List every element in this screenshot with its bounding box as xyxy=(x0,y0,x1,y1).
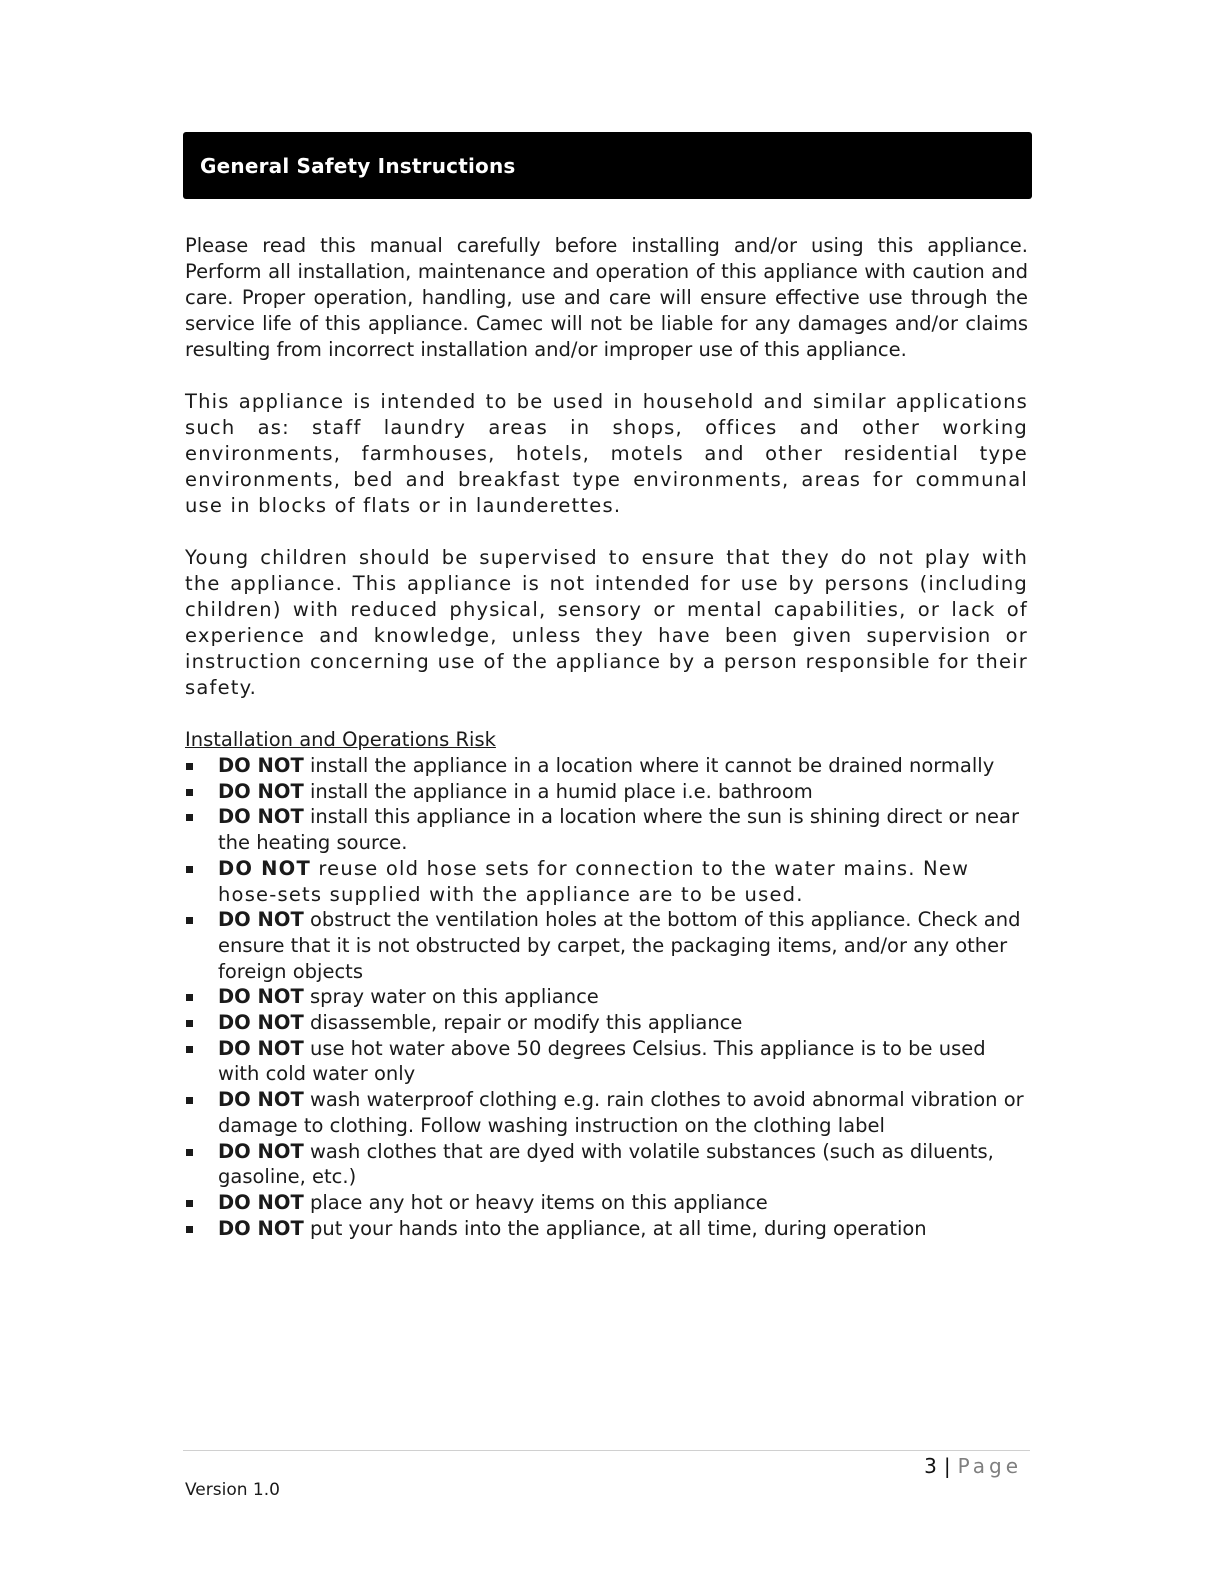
square-bullet-icon xyxy=(186,1097,193,1104)
square-bullet-icon xyxy=(186,814,193,821)
list-item-text: wash clothes that are dyed with volatile substances (such as diluents, gasoline, etc.) xyxy=(218,1139,994,1189)
list-item xyxy=(185,984,1028,1010)
list-item-text: spray water on this appliance xyxy=(303,985,599,1009)
square-bullet-icon xyxy=(186,1020,193,1027)
square-bullet-icon xyxy=(186,866,193,873)
do-not-label: DO NOT xyxy=(218,805,304,829)
list-item xyxy=(185,1087,1028,1138)
intro-paragraph: Please read this manual carefully before installing and/or using this appliance. Perform all installation, maintenance and operation of this appliance with caution and care. Proper operation, handling, use and care will ensure effective use through the service life of this appliance. Camec will not be liable for any damages and/or claims resulting from incorrect installation and/or improper use of this appliance. xyxy=(185,234,1028,361)
square-bullet-icon xyxy=(186,917,193,924)
page-title: General Safety Instructions xyxy=(200,153,516,178)
square-bullet-icon xyxy=(186,1200,193,1207)
do-not-label: DO NOT xyxy=(218,856,311,880)
page-number-separator: | xyxy=(943,1454,952,1478)
list-item-text: use hot water above 50 degrees Celsius. This appliance is to be used with cold water only xyxy=(218,1036,986,1086)
list-item-text: obstruct the ventilation holes at the bottom of this appliance. Check and ensure that it is not obstructed by carpet, the packaging items, and/or any other foreign objects xyxy=(218,908,1021,983)
section-header-bar xyxy=(183,132,1032,199)
page-word: Page xyxy=(957,1454,1022,1478)
list-item xyxy=(185,779,1028,805)
square-bullet-icon xyxy=(186,763,193,770)
list-item-text: install the appliance in a humid place i.e. bathroom xyxy=(303,779,813,803)
list-item xyxy=(185,804,1028,855)
list-item xyxy=(185,753,1028,779)
footer-divider xyxy=(183,1450,1030,1451)
list-item-text: install this appliance in a location where the sun is shining direct or near the heating source. xyxy=(218,805,1019,855)
square-bullet-icon xyxy=(186,789,193,796)
list-item xyxy=(185,1139,1028,1190)
list-item-text: put your hands into the appliance, at all time, during operation xyxy=(303,1216,927,1240)
list-item-text: disassemble, repair or modify this appliance xyxy=(303,1011,743,1035)
do-not-label: DO NOT xyxy=(218,1139,304,1163)
document-body xyxy=(185,233,1028,1241)
square-bullet-icon xyxy=(186,1226,193,1233)
square-bullet-icon xyxy=(186,1046,193,1053)
list-item xyxy=(185,907,1028,984)
risk-list xyxy=(185,753,1028,1241)
children-supervision-paragraph: Young children should be supervised to ensure that they do not play with the appliance. This appliance is not intended for use by persons (including children) with reduced physical, sensory or mental capabilities, or lack of experience and knowledge, unless they have been given supervision or instruction concerning use of the appliance by a person responsible for their safety. xyxy=(185,546,1028,699)
page-number xyxy=(924,1454,1022,1478)
page-number-value: 3 xyxy=(924,1454,938,1478)
list-item-text: reuse old hose sets for connection to the water mains. New hose-sets supplied with the appliance are to be used. xyxy=(218,856,970,906)
square-bullet-icon xyxy=(186,1149,193,1156)
do-not-label: DO NOT xyxy=(218,1216,304,1240)
do-not-label: DO NOT xyxy=(218,1088,304,1112)
do-not-label: DO NOT xyxy=(218,754,304,777)
list-item-text: install the appliance in a location where it cannot be drained normally xyxy=(303,754,995,777)
square-bullet-icon xyxy=(186,994,193,1001)
list-item-text: place any hot or heavy items on this appliance xyxy=(303,1190,768,1214)
list-item xyxy=(185,1036,1028,1087)
risk-section-heading: Installation and Operations Risk xyxy=(185,728,496,751)
do-not-label: DO NOT xyxy=(218,779,304,803)
list-item xyxy=(185,856,1028,907)
do-not-label: DO NOT xyxy=(218,1036,304,1060)
version-label: Version 1.0 xyxy=(185,1480,280,1500)
do-not-label: DO NOT xyxy=(218,1011,304,1035)
do-not-label: DO NOT xyxy=(218,985,304,1009)
list-item xyxy=(185,1190,1028,1216)
do-not-label: DO NOT xyxy=(218,1190,304,1214)
list-item xyxy=(185,1010,1028,1036)
list-item-text: wash waterproof clothing e.g. rain clothes to avoid abnormal vibration or damage to clothing. Follow washing instruction on the clothing label xyxy=(218,1088,1024,1137)
do-not-label: DO NOT xyxy=(218,908,304,932)
list-item xyxy=(185,1216,1028,1242)
intended-use-paragraph: This appliance is intended to be used in household and similar applications such as: staff laundry areas in shops, offices and other working environments, farmhouses, hotels, motels and other residential type environments, bed and breakfast type environments, areas for communal use in blocks of flats or in launderettes. xyxy=(185,390,1028,517)
